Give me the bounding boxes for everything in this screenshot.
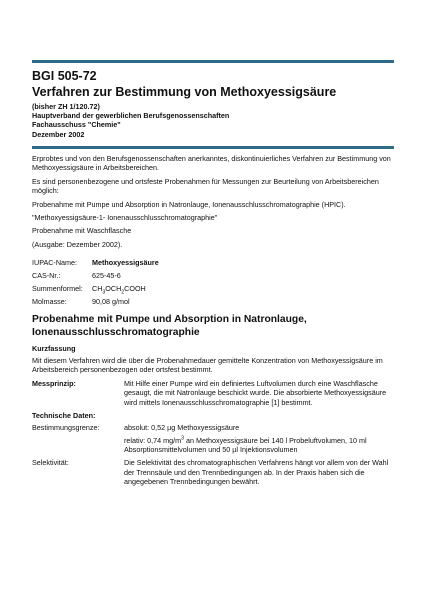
molmass-value: 90,08 g/mol <box>92 296 130 306</box>
substance-cas-row <box>32 271 394 280</box>
document-header <box>32 69 394 139</box>
intro-paragraph: Erprobtes und von den Berufsgenossenschaften anerkanntes, diskontinuierliches Verfahren zur Bestimmung von Methoxyessigsäure in Arbeitsbereichen. <box>32 154 391 173</box>
header-line-committee: Fachausschuss "Chemie" <box>32 120 121 130</box>
selektivitaet-label: Selektivität: <box>32 458 69 468</box>
intro-paragraph: Probenahme mit Waschflasche <box>32 226 132 236</box>
document-title: Verfahren zur Bestimmung von Methoxyessigsäure <box>32 85 337 99</box>
substance-molmass-row <box>32 297 394 306</box>
technical-data-heading: Technische Daten: <box>32 410 96 420</box>
messprinzip-text: Mit Hilfe einer Pumpe wird ein definiertes Luftvolumen durch eine Waschflasche gesaugt, die mit Natronlauge beschickt wurde. Die absorbierte Methoxyessigsäure wird mittels Ionenausschlusschromatographie [1] bestimmt. <box>124 378 387 407</box>
document-body <box>32 154 394 490</box>
kurzfassung-heading: Kurzfassung <box>32 343 76 353</box>
substance-iupac-row <box>32 258 394 267</box>
header-line-previous: (bisher ZH 1/120.72) <box>32 102 100 111</box>
bestimmungsgrenze-absolute: absolut: 0,52 µg Methoxyessigsäure <box>124 422 240 432</box>
intro-paragraph: Es sind personenbezogene und ortsfeste Probenahmen für Messungen zur Beurteilung von Arbeitsbereichen möglich: <box>32 176 379 196</box>
document-code: BGI 505-72 <box>32 69 97 83</box>
intro-paragraph: "Methoxyessigsäure-1- Ionenausschlusschromatographie" <box>32 213 218 223</box>
bestimmungsgrenze-row <box>32 423 394 432</box>
messprinzip-label: Messprinzip: <box>32 378 76 388</box>
cas-value: 625-45-6 <box>92 271 121 281</box>
bestimmungsgrenze-relative: relativ: 0,74 $mg/m^3$ an Methoxyessigsäure bei 140 l Probeluftvolumen, 10 ml Absorptionsmittelvolumen und 50 µl Injektionsvolumen <box>124 435 367 455</box>
bestimmungsgrenze-label: Bestimmungsgrenze: <box>32 422 100 432</box>
header-line-date: Dezember 2002 <box>32 129 85 139</box>
formula-value: $CH_3OCH_2COOH$ <box>92 284 146 296</box>
header-bottom-rule <box>32 146 394 149</box>
bestimmungsgrenze-relative-row <box>32 436 394 455</box>
selektivitaet-text: Die Selektivität des chromatographischen Verfahrens hängt vor allem von der Wahl der Trennsäule und den Trennbedingungen ab. In der Praxis haben sich die angegebenen Trennbedingungen bewährt. <box>124 458 389 486</box>
messprinzip-row <box>32 379 394 407</box>
intro-paragraph: Probenahme mit Pumpe und Absorption in Natronlauge, Ionenausschlusschromatographie (HPIC). <box>32 199 346 209</box>
header-line-publisher: Hauptverband der gewerblichen Berufsgenossenschaften <box>32 111 230 121</box>
formula-label: Summenformel: <box>32 284 83 294</box>
cas-label: CAS-Nr.: <box>32 271 61 281</box>
selektivitaet-row <box>32 458 394 486</box>
kurzfassung-text: Mit diesem Verfahren wird die über die Probenahmedauer gemittelte Konzentration von Methoxyessigsäure im Arbeitsbereich personenbezogen oder ortsfest bestimmt. <box>32 355 383 375</box>
section-title: Probenahme mit Pumpe und Absorption in Natronlauge, Ionenausschlusschromatographie <box>32 314 307 338</box>
iupac-value: Methoxyessigsäure <box>92 258 159 268</box>
substance-formula-row <box>32 284 394 296</box>
intro-paragraph: (Ausgabe: Dezember 2002). <box>32 239 123 249</box>
molmass-label: Molmasse: <box>32 296 67 306</box>
header-top-rule <box>32 60 394 63</box>
iupac-label: IUPAC-Name: <box>32 258 77 268</box>
